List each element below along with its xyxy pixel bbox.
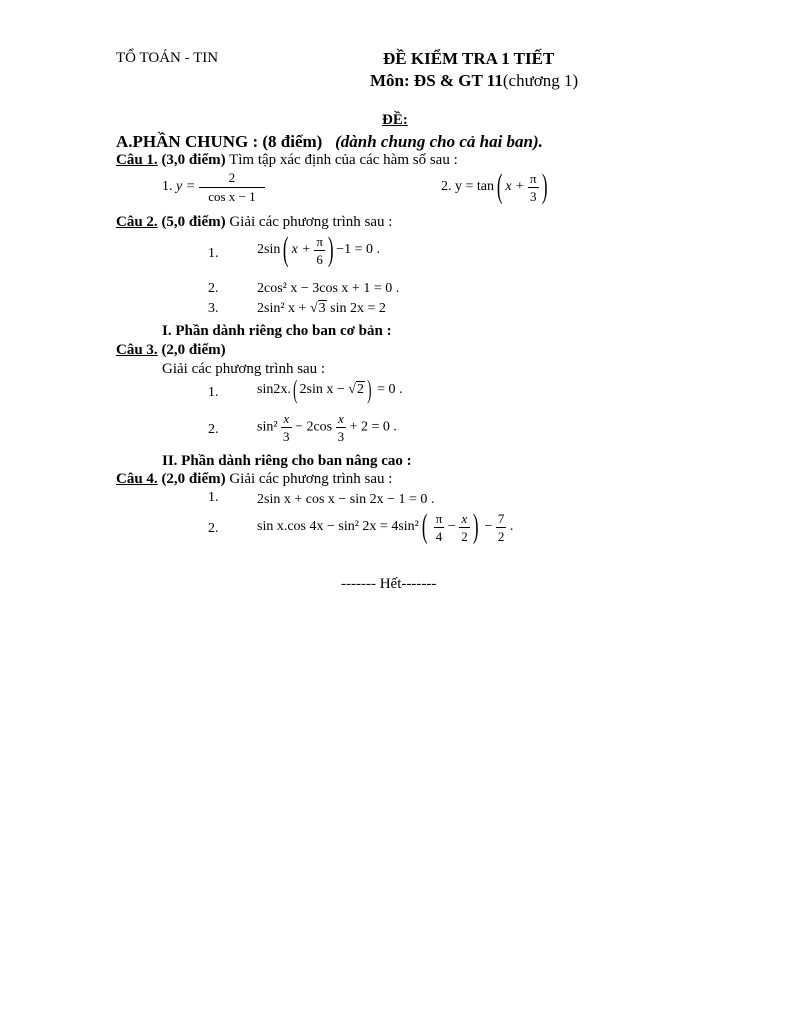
math-fraction	[336, 412, 347, 443]
sqrt-radicand: 3	[318, 301, 326, 316]
math-expression: y = tan	[455, 179, 494, 195]
cau2-item-1	[257, 233, 380, 267]
cau3-item-2	[257, 412, 397, 443]
cau4-label: Câu 4.	[116, 471, 158, 487]
left-paren: (	[283, 231, 289, 268]
left-paren: (	[293, 375, 298, 404]
section-advanced-heading: II. Phần dành riêng cho ban nâng cao :	[162, 453, 412, 469]
fraction-numerator: π	[530, 170, 537, 186]
exam-subject	[370, 71, 578, 91]
cau4-item-2	[257, 510, 513, 544]
math-expression: 2sin² x +	[257, 301, 307, 316]
item-number: 2.	[208, 422, 219, 437]
fraction-denominator: 3	[337, 429, 345, 444]
fraction-numerator: x	[281, 412, 292, 428]
item-number: 2.	[441, 179, 452, 195]
cau4-prompt: Giải các phương trình sau :	[229, 471, 393, 487]
math-fraction	[496, 512, 507, 543]
right-paren: )	[472, 508, 479, 545]
sqrt-symbol: √	[309, 301, 318, 316]
fraction-denominator: 6	[316, 251, 323, 267]
math-tail: = 0 .	[377, 382, 403, 398]
fraction-denominator: cos x − 1	[208, 189, 256, 204]
item-number: 2.	[208, 281, 219, 296]
right-paren: )	[327, 231, 334, 268]
math-tail: .	[509, 519, 514, 535]
math-tail: + 2 = 0 .	[349, 419, 397, 435]
part-a-heading	[116, 132, 543, 152]
math-lhs: y =	[176, 179, 196, 195]
math-expression: sin²	[257, 419, 278, 435]
item-number: 2.	[208, 521, 219, 536]
department-label: TỔ TOÁN - TIN	[116, 50, 219, 66]
fraction-denominator: 2	[497, 528, 505, 544]
left-paren: (	[421, 508, 428, 545]
exam-title: ĐỀ KIỂM TRA 1 TIẾT	[383, 49, 555, 68]
math-fraction	[528, 172, 539, 203]
cau2-item-2: 2cos² x − 3cos x + 1 = 0 .	[257, 281, 400, 296]
fraction-numerator: π	[435, 510, 443, 526]
fraction-numerator: x	[459, 512, 470, 528]
math-tail: sin 2x = 2	[330, 301, 386, 316]
fraction-denominator: 3	[283, 429, 290, 444]
cau1-item-2	[441, 170, 550, 204]
item-number: 1.	[208, 490, 219, 505]
math-expression: sin x.cos 4x − sin² 2x = 4sin²	[257, 519, 419, 535]
math-middle: − 2cos	[295, 419, 333, 435]
cau4-item-1: 2sin x + cos x − sin 2x − 1 = 0 .	[257, 492, 435, 507]
cau3-points: (2,0 điểm)	[161, 342, 226, 358]
part-a-note: (dành chung cho cả hai ban).	[335, 132, 543, 151]
fraction-denominator: 2	[461, 528, 468, 544]
cau2-header	[116, 214, 392, 231]
cau3-header	[116, 342, 226, 359]
math-fraction	[459, 512, 470, 543]
right-paren: )	[541, 168, 548, 205]
item-number: 1.	[208, 246, 219, 261]
cau2-prompt: Giải các phương trình sau :	[229, 214, 393, 230]
item-number: 1.	[208, 385, 219, 400]
item-number: 3.	[208, 301, 219, 316]
math-tail: −1 = 0 .	[336, 242, 381, 258]
math-fraction	[281, 412, 292, 443]
right-paren: )	[367, 375, 372, 404]
math-minus: −	[484, 519, 493, 535]
cau4-points: (2,0 điểm)	[161, 471, 226, 487]
cau3-prompt: Giải các phương trình sau :	[162, 361, 326, 377]
subject-name: Môn: ĐS & GT 11	[370, 71, 503, 90]
cau3-item-1	[257, 377, 403, 403]
math-minus: −	[447, 519, 456, 535]
fraction-denominator: 3	[530, 188, 537, 204]
fraction-numerator: π	[316, 233, 323, 249]
cau1-label: Câu 1.	[116, 152, 158, 168]
cau1-points: (3,0 điểm)	[161, 152, 226, 168]
cau2-label: Câu 2.	[116, 214, 158, 230]
fraction-denominator: 4	[435, 528, 443, 544]
fraction-numerator: 7	[497, 510, 505, 526]
math-inner: x +	[505, 179, 525, 195]
math-fraction	[199, 171, 266, 203]
math-inner: x +	[291, 242, 311, 258]
math-fraction	[314, 235, 325, 266]
subject-chapter: (chương 1)	[502, 71, 579, 90]
part-a-title: A.PHẦN CHUNG : (8 điểm)	[116, 132, 323, 151]
fraction-numerator: x	[336, 412, 347, 428]
math-inner: 2sin x −	[299, 382, 345, 398]
section-basic-heading: I. Phần dành riêng cho ban cơ bản :	[162, 323, 392, 339]
math-expression: 2sin	[257, 242, 281, 258]
sqrt-radicand: 2	[356, 382, 364, 398]
math-fraction	[434, 512, 445, 543]
end-marker: ------- Hết-------	[341, 576, 437, 592]
left-paren: (	[496, 168, 503, 205]
cau4-header	[116, 471, 392, 488]
item-number: 1.	[162, 179, 173, 195]
cau2-item-3	[257, 300, 386, 317]
sqrt-symbol: √	[348, 382, 356, 398]
cau1-header	[116, 152, 458, 169]
cau3-label: Câu 3.	[116, 342, 158, 358]
cau1-item-1	[162, 171, 265, 203]
math-expression: sin2x.	[257, 382, 291, 398]
fraction-numerator: 2	[199, 171, 266, 188]
de-label: ĐỀ:	[382, 112, 408, 128]
cau1-prompt: Tìm tập xác định của các hàm số sau :	[229, 152, 458, 168]
cau2-points: (5,0 điểm)	[161, 214, 226, 230]
